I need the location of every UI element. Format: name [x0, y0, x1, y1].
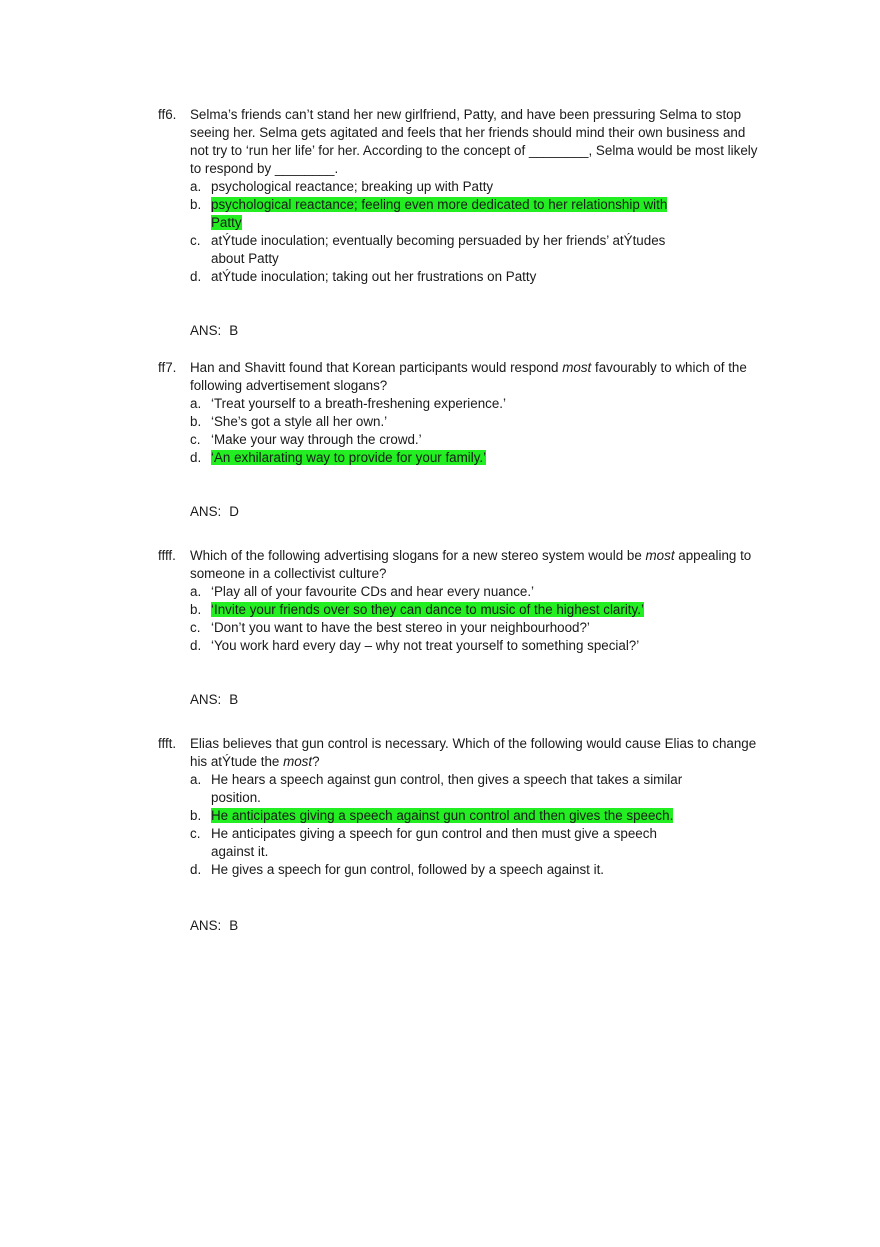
option-c [190, 431, 691, 449]
option-d [190, 637, 731, 655]
answer-line-3 [190, 691, 238, 709]
question-emphasis: most [283, 754, 313, 769]
option-letter: c. [190, 826, 201, 841]
option-a [190, 178, 691, 196]
option-text: ‘Make your way through the crowd.’ [211, 432, 422, 447]
option-letter: b. [190, 414, 202, 429]
options-list [158, 771, 758, 879]
question-3 [158, 547, 758, 655]
option-letter: c. [190, 233, 201, 248]
option-letter: c. [190, 620, 201, 635]
answer-value: B [229, 692, 239, 707]
option-text: ‘You work hard every day – why not treat yourself to something special?’ [211, 638, 640, 653]
question-text: Selma’s friends can’t stand her new girlfriend, Patty, and have been pressuring Selma to stop seeing her. Selma gets agitated and feels that her friends should mind their own business and not try to ‘run her life’ for her. According to the concept of ________, Selma would be most likely to respond by ________. [190, 107, 758, 176]
question-4 [158, 735, 758, 879]
options-list [158, 395, 758, 467]
option-letter: a. [190, 584, 202, 599]
option-b [190, 601, 731, 619]
option-text: atÝtude inoculation; taking out her frustrations on Patty [211, 269, 537, 284]
option-text: He hears a speech against gun control, then gives a speech that takes a similar position. [211, 772, 683, 805]
option-text-highlighted: ‘An exhilarating way to provide for your family.’ [211, 450, 487, 465]
option-b [190, 196, 691, 232]
option-c [190, 232, 691, 268]
question-text: appealing to someone in a collectivist culture? [190, 548, 752, 581]
option-letter: d. [190, 450, 202, 465]
answer-value: B [229, 323, 239, 338]
question-text: favourably to which of the following advertisement slogans? [190, 360, 747, 393]
question-text: Han and Shavitt found that Korean participants would respond [190, 360, 563, 375]
question-stem [158, 735, 758, 771]
question-stem [158, 359, 758, 395]
option-c [190, 825, 691, 861]
question-stem [158, 547, 758, 583]
answer-label: ANS: [190, 504, 222, 519]
option-text-highlighted: ‘Invite your friends over so they can dance to music of the highest clarity.’ [211, 602, 644, 617]
option-a [190, 583, 731, 601]
option-text: atÝtude inoculation; eventually becoming persuaded by her friends’ atÝtudes about Patty [211, 233, 666, 266]
answer-label: ANS: [190, 323, 222, 338]
answer-line-2 [190, 503, 239, 521]
option-text: ‘Play all of your favourite CDs and hear every nuance.’ [211, 584, 535, 599]
option-d [190, 449, 691, 467]
option-letter: d. [190, 269, 202, 284]
answer-line-1 [190, 322, 238, 340]
option-a [190, 771, 691, 807]
option-d [190, 861, 691, 879]
answer-label: ANS: [190, 692, 222, 707]
question-emphasis: most [645, 548, 675, 563]
question-text: ? [312, 754, 320, 769]
option-text: ‘She’s got a style all her own.’ [211, 414, 388, 429]
option-letter: a. [190, 179, 202, 194]
option-c [190, 619, 731, 637]
option-text-highlighted: psychological reactance; feeling even more dedicated to her relationship with Patty [211, 197, 668, 230]
options-list [158, 178, 758, 286]
question-emphasis: most [562, 360, 592, 375]
question-text: Elias believes that gun control is necessary. Which of the following would cause Elias to change his atÝtude the [190, 736, 757, 769]
question-stem [158, 106, 758, 178]
option-letter: d. [190, 638, 202, 653]
question-number: ffft. [158, 736, 177, 751]
option-letter: b. [190, 602, 202, 617]
question-1 [158, 106, 758, 286]
answer-value: B [229, 918, 239, 933]
option-letter: c. [190, 432, 201, 447]
option-d [190, 268, 691, 286]
question-number: ff6. [158, 107, 177, 122]
option-b [190, 807, 731, 825]
option-text: ‘Don’t you want to have the best stereo in your neighbourhood?’ [211, 620, 590, 635]
option-text: ‘Treat yourself to a breath-freshening experience.’ [211, 396, 506, 411]
answer-label: ANS: [190, 918, 222, 933]
answer-value: D [229, 504, 239, 519]
option-text: He anticipates giving a speech for gun control and then must give a speech against it. [211, 826, 657, 859]
option-letter: b. [190, 197, 202, 212]
question-number: ffff. [158, 548, 176, 563]
option-text-highlighted: He anticipates giving a speech against gun control and then gives the speech. [211, 808, 674, 823]
question-number: ff7. [158, 360, 177, 375]
question-2 [158, 359, 758, 467]
option-letter: b. [190, 808, 202, 823]
option-b [190, 413, 691, 431]
option-a [190, 395, 691, 413]
question-text: Which of the following advertising slogans for a new stereo system would be [190, 548, 646, 563]
option-letter: a. [190, 772, 202, 787]
option-text: He gives a speech for gun control, followed by a speech against it. [211, 862, 605, 877]
option-text: psychological reactance; breaking up with Patty [211, 179, 494, 194]
option-letter: d. [190, 862, 202, 877]
option-letter: a. [190, 396, 202, 411]
answer-line-4 [190, 917, 238, 935]
options-list [158, 583, 758, 655]
